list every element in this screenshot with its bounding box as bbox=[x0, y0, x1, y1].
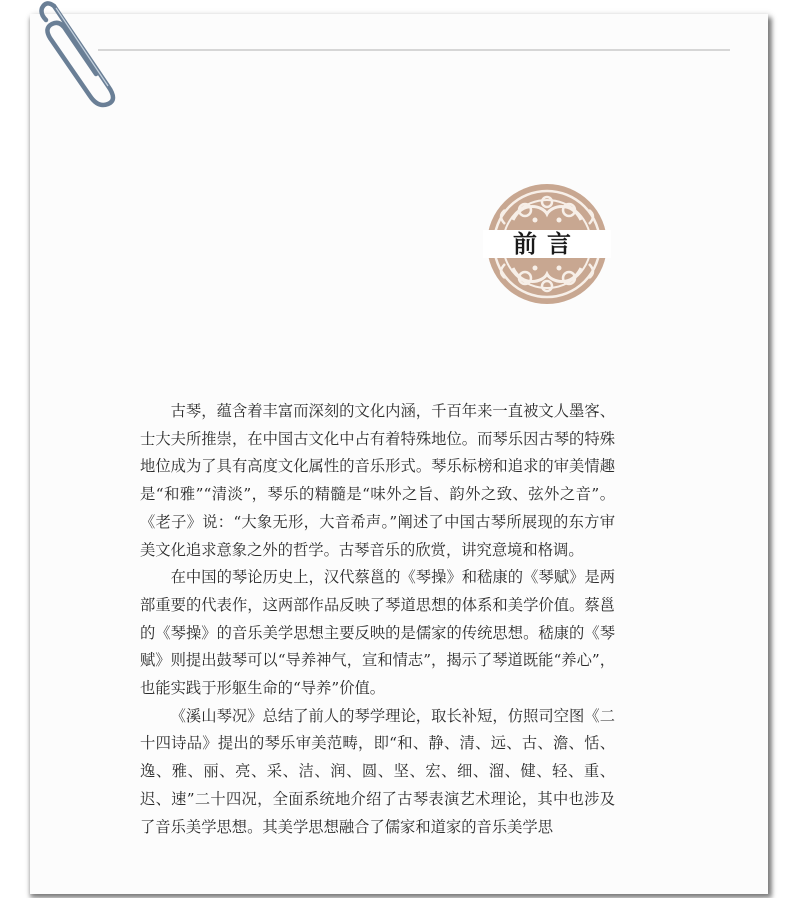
paragraph: 古琴，蕴含着丰富而深刻的文化内涵，千百年来一直被文人墨客、士大夫所推崇，在中国古文化中占有着特殊地位。而琴乐因古琴的特殊地位成为了具有高度文化属性的音乐形式。琴乐标榜和追求的审美情趣是“和雅”“清淡”，琴乐的精髓是“味外之旨、韵外之致、弦外之音”。《老子》说：“大象无形，大音希声。”阐述了中国古琴所展现的东方审美文化追求意象之外的哲学。古琴音乐的欣赏，讲究意境和格调。 bbox=[140, 402, 615, 559]
paperclip-icon bbox=[38, 0, 130, 108]
chapter-heading: 前言 bbox=[513, 229, 581, 258]
paragraph: 在中国的琴论历史上，汉代蔡邕的《琴操》和嵇康的《琴赋》是两部重要的代表作，这两部作品反映了琴道思想的体系和美学价值。蔡邕的《琴操》的音乐美学思想主要反映的是儒家的传统思想。嵇康的《琴赋》则提出鼓琴可以“导养神气，宣和情志”，揭示了琴道既能“养心”，也能实践于形躯生命的“导养”价值。 bbox=[140, 568, 615, 698]
body-text bbox=[140, 398, 615, 841]
header-rule bbox=[98, 49, 730, 51]
paragraph: 《溪山琴况》总结了前人的琴学理论，取长补短，仿照司空图《二十四诗品》提出的琴乐审美范畴，即“和、静、清、远、古、澹、恬、逸、雅、丽、亮、采、洁、润、圆、坚、宏、细、溜、健、轻、重、迟、速”二十四况，全面系统地介绍了古琴表演艺术理论，其中也涉及了音乐美学思想。其美学思想融合了儒家和道家的音乐美学思 bbox=[140, 706, 615, 836]
